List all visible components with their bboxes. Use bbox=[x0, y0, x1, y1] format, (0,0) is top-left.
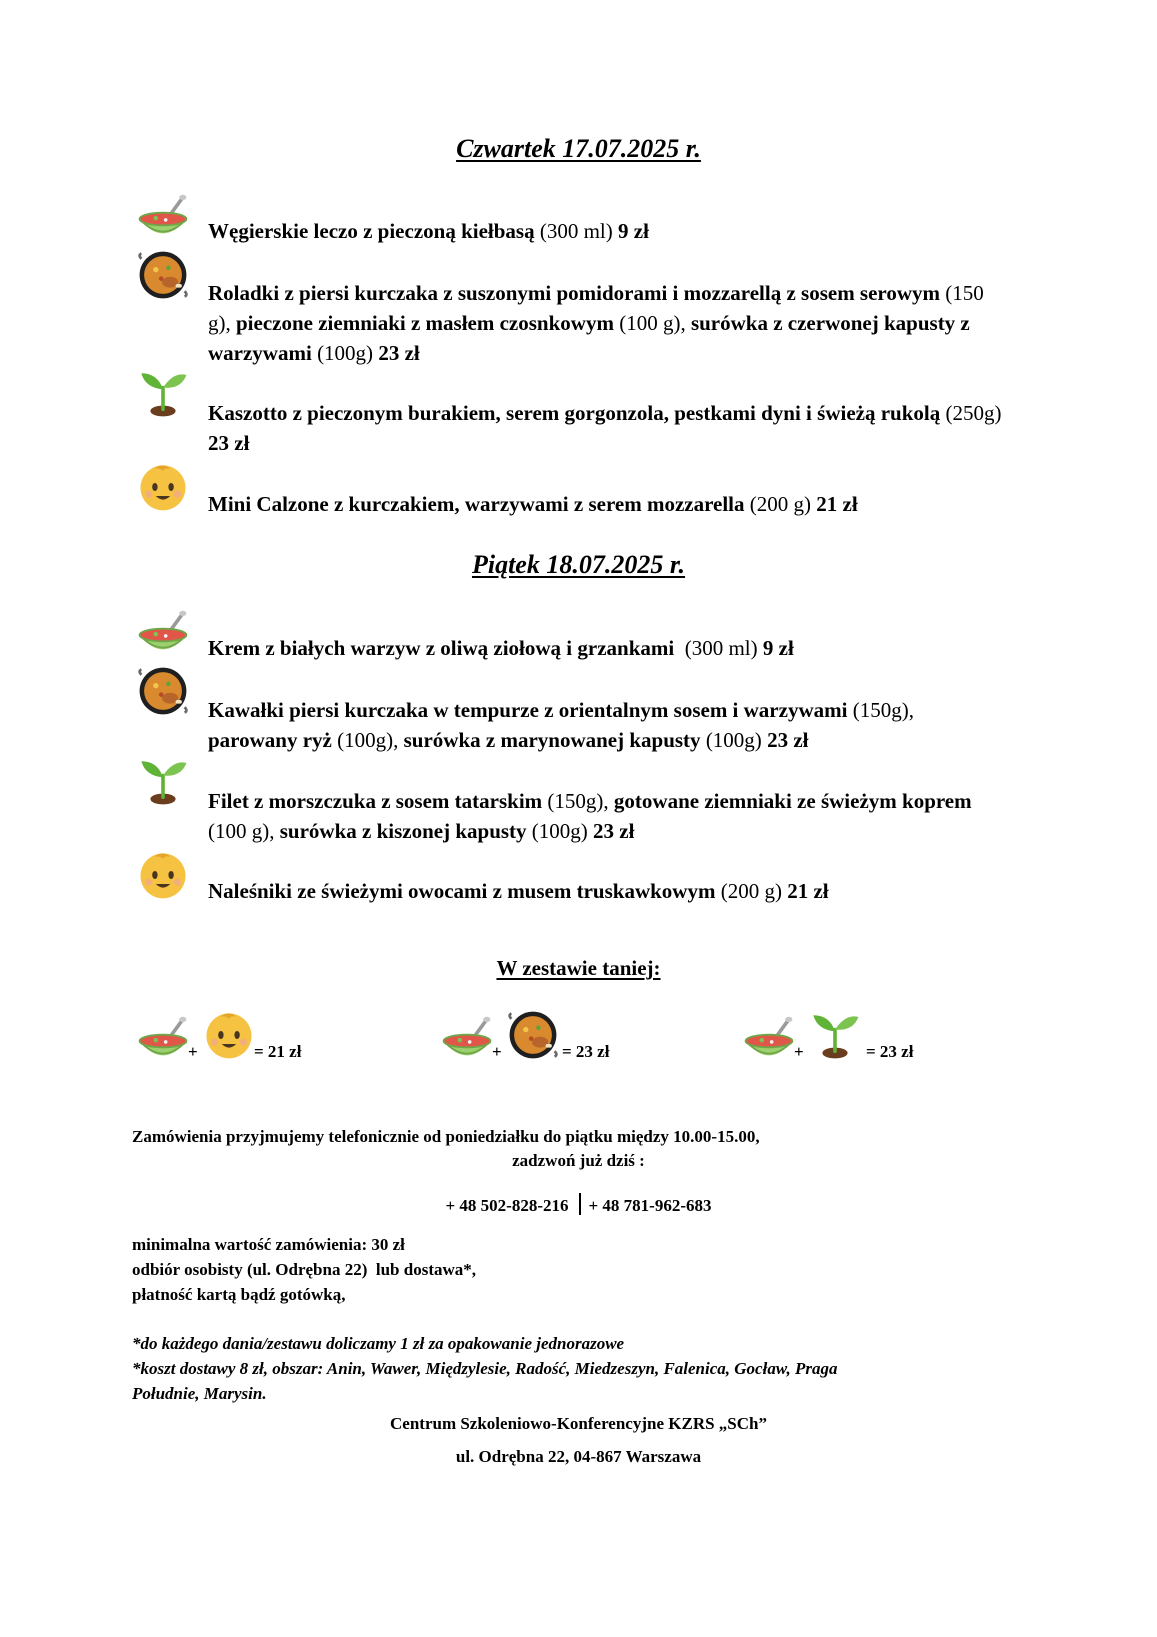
delivery-note-line2: Południe, Marysin. bbox=[132, 1384, 267, 1403]
combo-soup-main bbox=[440, 1008, 680, 1068]
payment-line: płatność kartą bądź gotówką, bbox=[132, 1285, 346, 1304]
day-heading-thursday: Czwartek 17.07.2025 r. bbox=[456, 134, 701, 163]
dish-quantity: (150g), bbox=[852, 698, 920, 722]
dish-thursday-main bbox=[208, 278, 1008, 368]
dish-quantity: (150 g), bbox=[208, 281, 990, 335]
combo-heading: W zestawie taniej: bbox=[496, 956, 661, 980]
dish-text-run: Kaszotto z pieczonym burakiem, serem gorgonzola, pestkami dyni i świeżą rukolą bbox=[208, 401, 946, 425]
dish-text-run: 21 zł bbox=[816, 492, 858, 516]
dish-quantity: (100g) bbox=[705, 728, 768, 752]
soup-bowl-icon bbox=[136, 1014, 190, 1068]
dish-text-run: surówka z kiszonej kapusty bbox=[279, 819, 532, 843]
dish-thursday-soup bbox=[208, 216, 1008, 246]
dish-friday-main bbox=[208, 695, 1008, 755]
combo-soup-vege bbox=[742, 1008, 982, 1068]
seedling-icon bbox=[136, 366, 190, 420]
dish-text-run: Mini Calzone z kurczakiem, warzywami z serem mozzarella bbox=[208, 492, 750, 516]
phone-number-2[interactable]: + 48 781-962-683 bbox=[588, 1196, 712, 1215]
dish-thursday-vege bbox=[208, 398, 1008, 458]
soup-bowl-icon bbox=[440, 1014, 494, 1068]
baby-face-icon bbox=[136, 460, 190, 514]
dish-quantity: (100g) bbox=[317, 341, 379, 365]
plus-sign: + bbox=[794, 1042, 804, 1061]
combo-price: = 21 zł bbox=[254, 1042, 302, 1061]
min-order-line: minimalna wartość zamówienia: 30 zł bbox=[132, 1235, 405, 1254]
paella-pan-icon bbox=[506, 1008, 560, 1062]
dish-thursday-kids bbox=[208, 489, 1008, 519]
seedling-icon bbox=[808, 1008, 862, 1062]
paella-pan-icon bbox=[136, 664, 190, 718]
dish-quantity: (300 ml) bbox=[539, 219, 619, 243]
dish-text-run: Krem z białych warzyw z oliwą ziołową i grzankami bbox=[208, 636, 685, 660]
paella-pan-icon bbox=[136, 248, 190, 302]
dish-friday-fish bbox=[208, 786, 1008, 846]
dish-quantity: (100 g), bbox=[208, 819, 280, 843]
combo-price: = 23 zł bbox=[866, 1042, 914, 1061]
day-heading-friday: Piątek 18.07.2025 r. bbox=[471, 550, 686, 579]
dish-quantity: (300 ml) bbox=[684, 636, 763, 660]
dish-text-run: 9 zł bbox=[762, 636, 794, 660]
seedling-icon bbox=[136, 754, 190, 808]
combo-price: = 23 zł bbox=[562, 1042, 610, 1061]
dish-text-run: 21 zł bbox=[787, 879, 829, 903]
baby-face-icon bbox=[136, 848, 190, 902]
dish-text-run: Węgierskie leczo z pieczoną kiełbasą bbox=[208, 219, 540, 243]
dish-text-run: surówka z czerwonej kapusty z warzywami bbox=[208, 311, 976, 365]
dish-text-run: gotowane ziemniaki ze świeżym koprem bbox=[613, 789, 977, 813]
dish-text-run: Filet z morszczuka z sosem tatarskim bbox=[208, 789, 548, 813]
dish-text-run: Naleśniki ze świeżymi owocami z musem truskawkowym bbox=[208, 879, 721, 903]
dish-quantity: (150g), bbox=[547, 789, 614, 813]
dish-quantity: (100 g), bbox=[619, 311, 691, 335]
dish-text-run: Roladki z piersi kurczaka z suszonymi pomidorami i mozzarellą z sosem serowym bbox=[208, 281, 946, 305]
phone-numbers bbox=[0, 1193, 1157, 1216]
organization-name: Centrum Szkoleniowo-Konferencyjne KZRS „SCh” bbox=[390, 1414, 767, 1433]
dish-text-run: 23 zł bbox=[767, 728, 809, 752]
combo-soup-kids bbox=[136, 1008, 376, 1068]
dish-text-run: 23 zł bbox=[378, 341, 420, 365]
dish-friday-soup bbox=[208, 633, 1008, 663]
dish-text-run: 23 zł bbox=[593, 819, 635, 843]
ordering-info-line: Zamówienia przyjmujemy telefonicznie od poniedziałku do piątku między 10.00-15.00, bbox=[132, 1127, 760, 1146]
plus-sign: + bbox=[188, 1042, 198, 1061]
plus-sign: + bbox=[492, 1042, 502, 1061]
dish-quantity: (200 g) bbox=[749, 492, 817, 516]
dish-friday-kids bbox=[208, 876, 1008, 906]
dish-quantity: (100g), bbox=[337, 728, 404, 752]
soup-bowl-icon bbox=[742, 1014, 796, 1068]
delivery-note-line1: *koszt dostawy 8 zł, obszar: Anin, Wawer, Międzylesie, Radość, Miedzeszyn, Falenica, Gocław, Praga bbox=[132, 1359, 838, 1378]
dish-text-run: surówka z marynowanej kapusty bbox=[403, 728, 706, 752]
dish-text-run: 23 zł bbox=[208, 431, 250, 455]
packaging-note: *do każdego dania/zestawu doliczamy 1 zł za opakowanie jednorazowe bbox=[132, 1334, 625, 1353]
call-today-line: zadzwoń już dziś : bbox=[512, 1151, 645, 1170]
organization-address: ul. Odrębna 22, 04-867 Warszawa bbox=[455, 1447, 702, 1466]
soup-bowl-icon bbox=[136, 192, 190, 246]
dish-text-run: 9 zł bbox=[618, 219, 649, 243]
phone-separator bbox=[579, 1193, 581, 1215]
dish-quantity: (100g) bbox=[531, 819, 594, 843]
dish-text-run: pieczone ziemniaki z masłem czosnkowym bbox=[236, 311, 620, 335]
phone-number-1[interactable]: + 48 502-828-216 bbox=[445, 1196, 569, 1215]
baby-face-icon bbox=[202, 1008, 256, 1062]
dish-quantity: (200 g) bbox=[720, 879, 788, 903]
dish-text-run: parowany ryż bbox=[208, 728, 338, 752]
soup-bowl-icon bbox=[136, 608, 190, 662]
dish-quantity: (250g) bbox=[945, 401, 1007, 425]
pickup-line: odbiór osobisty (ul. Odrębna 22) lub dostawa*, bbox=[132, 1260, 477, 1279]
dish-text-run: Kawałki piersi kurczaka w tempurze z orientalnym sosem i warzywami bbox=[208, 698, 853, 722]
